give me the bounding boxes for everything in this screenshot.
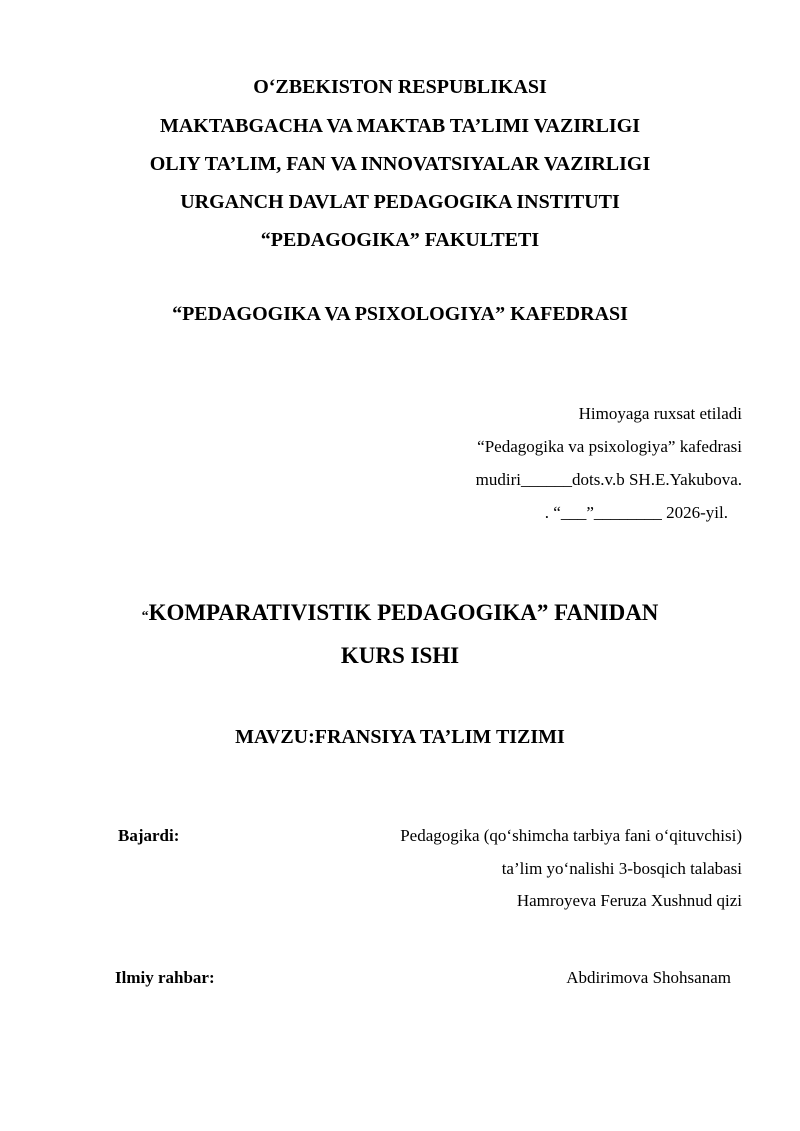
header-line-ministry-higher: OLIY TA’LIM, FAN VA INNOVATSIYALAR VAZIRLIGI <box>149 153 651 175</box>
supervisor-label: Ilmiy rahbar: <box>115 968 215 987</box>
work-title-line-1 <box>0 600 800 626</box>
performer-line-2: ta’lim yo‘nalishi 3-bosqich talabasi <box>501 859 742 878</box>
topic-line: MAVZU:FRANSIYA TA’LIM TIZIMI <box>235 726 565 748</box>
work-title-line-2: KURS ISHI <box>340 643 460 668</box>
work-title-open-quote: “ <box>141 609 149 624</box>
approval-date-line: . “___”________ 2026-yil. <box>544 503 728 522</box>
header-line-faculty: “PEDAGOGIKA” FAKULTETI <box>260 229 540 251</box>
performer-name: Hamroyeva Feruza Xushnud qizi <box>516 891 742 910</box>
supervisor-name: Abdirimova Shohsanam <box>566 968 731 987</box>
header-line-country: O‘ZBEKISTON RESPUBLIKASI <box>253 76 547 98</box>
approval-line-2: “Pedagogika va psixologiya” kafedrasi <box>477 437 742 456</box>
approval-line-3: mudiri______dots.v.b SH.E.Yakubova. <box>475 470 742 489</box>
department-line: “PEDAGOGIKA VA PSIXOLOGIYA” KAFEDRASI <box>172 303 628 325</box>
approval-line-1: Himoyaga ruxsat etiladi <box>578 404 742 423</box>
header-line-ministry-preschool: MAKTABGACHA VA MAKTAB TA’LIMI VAZIRLIGI <box>159 115 641 137</box>
performer-label: Bajardi: <box>118 826 180 845</box>
header-line-institute: URGANCH DAVLAT PEDAGOGIKA INSTITUTI <box>180 191 620 213</box>
performer-line-1: Pedagogika (qo‘shimcha tarbiya fani o‘qituvchisi) <box>400 826 742 845</box>
work-title-line-1-text: KOMPARATIVISTIK PEDAGOGIKA” FANIDAN <box>148 600 659 625</box>
